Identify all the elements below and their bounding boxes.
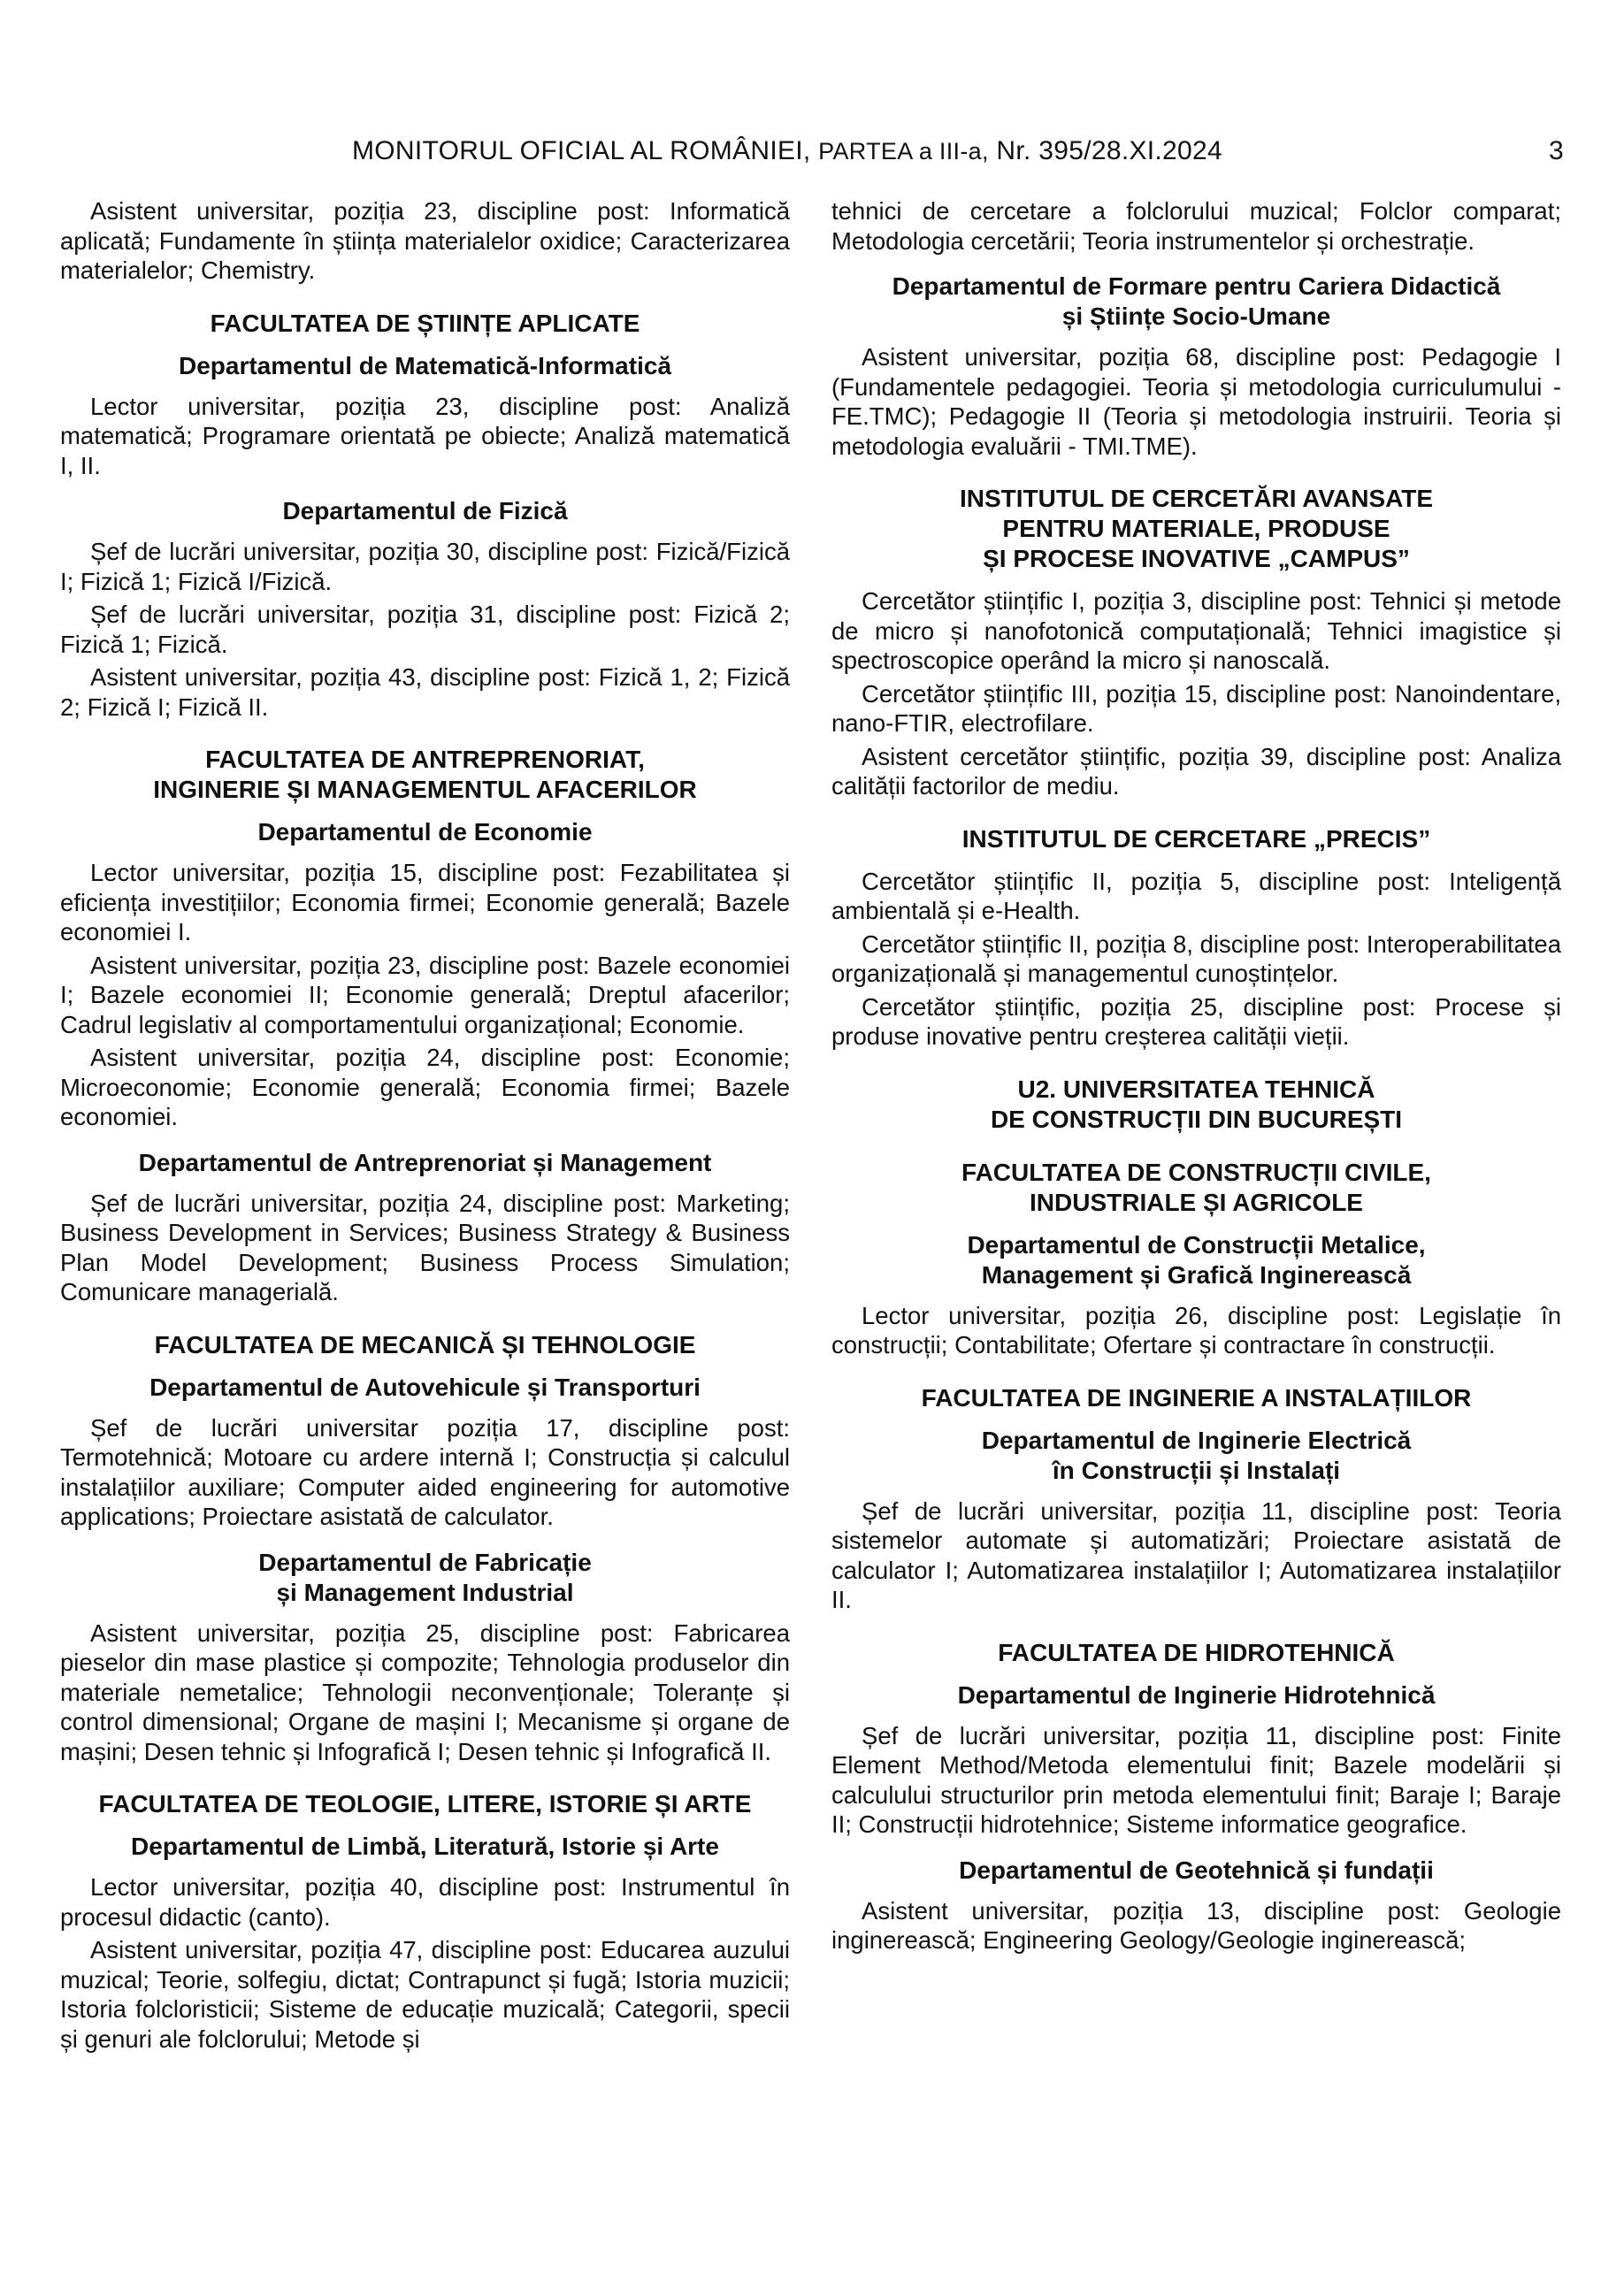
journal-number: Nr. 395/28.XI.2024 <box>996 136 1222 165</box>
paragraph: Cercetător științific II, poziția 5, discipline post: Inteligență ambientală și e-Health. <box>831 867 1561 924</box>
faculty-heading: FACULTATEA DE ȘTIINȚE APLICATE <box>210 309 640 337</box>
paragraph: Cercetător științific II, poziția 8, discipline post: Interoperabilitatea organizațională și managementul cunoștințelor. <box>831 930 1561 987</box>
university-heading: U2. UNIVERSITATEA TEHNICĂ DE CONSTRUCȚII DIN BUCUREȘTI <box>990 1075 1403 1133</box>
department-heading: Departamentul de Limbă, Literatură, Istorie și Arte <box>131 1833 719 1860</box>
department-heading: Departamentul de Fabricație și Management Industrial <box>258 1548 592 1606</box>
department-heading: Departamentul de Economie <box>257 818 593 846</box>
department-heading: Departamentul de Autovehicule și Transporturi <box>149 1373 701 1401</box>
page-number: 3 <box>1549 136 1564 165</box>
institute-heading: INSTITUTUL DE CERCETARE „PRECIS” <box>961 824 1431 853</box>
paragraph: tehnici de cercetare a folclorului muzical; Folclor comparat; Metodologia cercetării; Teoria instrumentelor și orchestrație. <box>831 197 1561 255</box>
paragraph: Asistent universitar, poziția 23, discipline post: Informatică aplicată; Fundamente în știința materialelor oxidice; Caracterizarea materialelor; Chemistry. <box>60 197 790 284</box>
journal-part: PARTEA a III-a, <box>818 138 989 165</box>
page-header <box>60 136 1564 172</box>
paragraph: Șef de lucrări universitar poziția 17, discipline post: Termotehnică; Motoare cu ardere internă I; Construcția și calculul instalațiilor auxiliare; Computer aided engineering for automotive applications; Proiectare asistată de calculator. <box>60 1413 790 1530</box>
institute-heading: INSTITUTUL DE CERCETĂRI AVANSATE PENTRU MATERIALE, PRODUSE ȘI PROCESE INOVATIVE „CAMPUS” <box>959 485 1434 572</box>
paragraph: Asistent universitar, poziția 13, discipline post: Geologie inginerească; Engineering Geology/Geologie inginerească; <box>831 1896 1561 1954</box>
paragraph: Asistent universitar, poziția 68, discipline post: Pedagogie I (Fundamentele pedagogiei. Teoria și metodologia curriculumului - FE.TMC); Pedagogie II (Teoria și metodologia instruirii. Teoria și metodologia evaluării - TMI.TME). <box>831 343 1561 460</box>
right-column <box>831 196 1561 1955</box>
paragraph: Șef de lucrări universitar, poziția 31, discipline post: Fizică 2; Fizică 1; Fizică. <box>60 601 790 658</box>
journal-title: MONITORUL OFICIAL AL ROMÂNIEI, PARTEA a III-a, Nr. 395/28.XI.2024 <box>352 136 1222 165</box>
paragraph: Șef de lucrări universitar, poziția 24, discipline post: Marketing; Business Development in Services; Business Strategy & Business Plan Model Development; Business Process Simulation; Comunicare managerială. <box>60 1189 790 1305</box>
paragraph: Lector universitar, poziția 26, discipline post: Legislație în construcții; Contabilitate; Ofertare și contractare în construcții. <box>831 1301 1561 1358</box>
paragraph: Cercetător științific, poziția 25, discipline post: Procese și produse inovative pentru creșterea calității vieții. <box>831 992 1561 1050</box>
paragraph: Lector universitar, poziția 40, discipline post: Instrumentul în procesul didactic (canto). <box>60 1873 790 1931</box>
department-heading: Departamentul de Antreprenoriat și Management <box>138 1148 712 1176</box>
paragraph: Asistent universitar, poziția 47, discipline post: Educarea auzului muzical; Teorie, solfegiu, dictat; Contrapunct și fugă; Istoria muzicii; Istoria folcloristicii; Sisteme de educație muzicală; Categorii, specii și genuri ale folclorului; Metode și <box>60 1936 790 2053</box>
faculty-heading: FACULTATEA DE INGINERIE A INSTALAȚIILOR <box>921 1383 1472 1412</box>
faculty-heading: FACULTATEA DE ANTREPRENORIAT, INGINERIE ȘI MANAGEMENTUL AFACERILOR <box>153 746 697 803</box>
faculty-heading: FACULTATEA DE CONSTRUCȚII CIVILE, INDUSTRIALE ȘI AGRICOLE <box>961 1158 1431 1216</box>
paragraph: Asistent universitar, poziția 24, discipline post: Economie; Microeconomie; Economie generală; Economia firmei; Bazele economiei. <box>60 1044 790 1130</box>
paragraph: Cercetător științific I, poziția 3, discipline post: Tehnici și metode de micro și nanofotonică computațională; Tehnici imagistice și spectroscopice operând la micro și nanoscală. <box>831 587 1561 674</box>
faculty-heading: FACULTATEA DE HIDROTEHNICĂ <box>998 1638 1395 1666</box>
paragraph: Asistent universitar, poziția 43, discipline post: Fizică 1, 2; Fizică 2; Fizică I; Fizică II. <box>60 663 790 721</box>
department-heading: Departamentul de Construcții Metalice, Management și Grafică Inginerească <box>967 1230 1426 1289</box>
faculty-heading: FACULTATEA DE TEOLOGIE, LITERE, ISTORIE ȘI ARTE <box>98 1790 752 1818</box>
department-heading: Departamentul de Matematică-Informatică <box>178 351 672 379</box>
paragraph: Șef de lucrări universitar, poziția 11, discipline post: Teoria sistemelor automate și automatizări; Proiectare asistată de calculator I; Automatizarea instalațiilor I; Automatizarea instalațiilor II. <box>831 1496 1561 1613</box>
faculty-heading: FACULTATEA DE MECANICĂ ȘI TEHNOLOGIE <box>154 1330 696 1358</box>
department-heading: Departamentul de Formare pentru Cariera Didactică și Științe Socio-Umane <box>892 272 1501 330</box>
paragraph: Șef de lucrări universitar, poziția 11, discipline post: Finite Element Method/Metoda elementului finit; Bazele modelării și calculului structurilor prin metoda elementului finit; Baraje I; Baraje II; Construcții hidrotehnice; Sisteme informatice geografice. <box>831 1721 1561 1838</box>
paragraph: Asistent cercetător științific, poziția 39, discipline post: Analiza calității factorilor de mediu. <box>831 742 1561 800</box>
paragraph: Cercetător științific III, poziția 15, discipline post: Nanoindentare, nano-FTIR, electrofilare. <box>831 679 1561 737</box>
department-heading: Departamentul de Geotehnică și fundații <box>959 1856 1434 1884</box>
left-column <box>60 196 790 2054</box>
paragraph: Asistent universitar, poziția 25, discipline post: Fabricarea pieselor din mase plastice și compozite; Tehnologia produselor din materiale nemetalice; Tehnologii neconvenționale; Toleranțe și control dimensional; Organe de mașini I; Mecanisme și organe de mașini; Desen tehnic și Infografică I; Desen tehnic și Infografică II. <box>60 1619 790 1765</box>
paragraph: Șef de lucrări universitar, poziția 30, discipline post: Fizică/Fizică I; Fizică 1; Fizică I/Fizică. <box>60 538 790 595</box>
paragraph: Lector universitar, poziția 23, discipline post: Analiză matematică; Programare orientată pe obiecte; Analiză matematică I, II. <box>60 392 790 479</box>
department-heading: Departamentul de Fizică <box>282 497 568 524</box>
paragraph: Lector universitar, poziția 15, discipline post: Fezabilitatea și eficiența investițiilor; Economia firmei; Economie generală; Bazele economiei I. <box>60 859 790 945</box>
department-heading: Departamentul de Inginerie Hidrotehnică <box>957 1680 1436 1709</box>
paragraph: Asistent universitar, poziția 23, discipline post: Bazele economiei I; Bazele economiei II; Economie generală; Dreptul afacerilor; Cadrul legislativ al comportamentului organizațional; Economie. <box>60 951 790 1038</box>
department-heading: Departamentul de Inginerie Electrică în Construcții și Instalați <box>981 1426 1412 1484</box>
